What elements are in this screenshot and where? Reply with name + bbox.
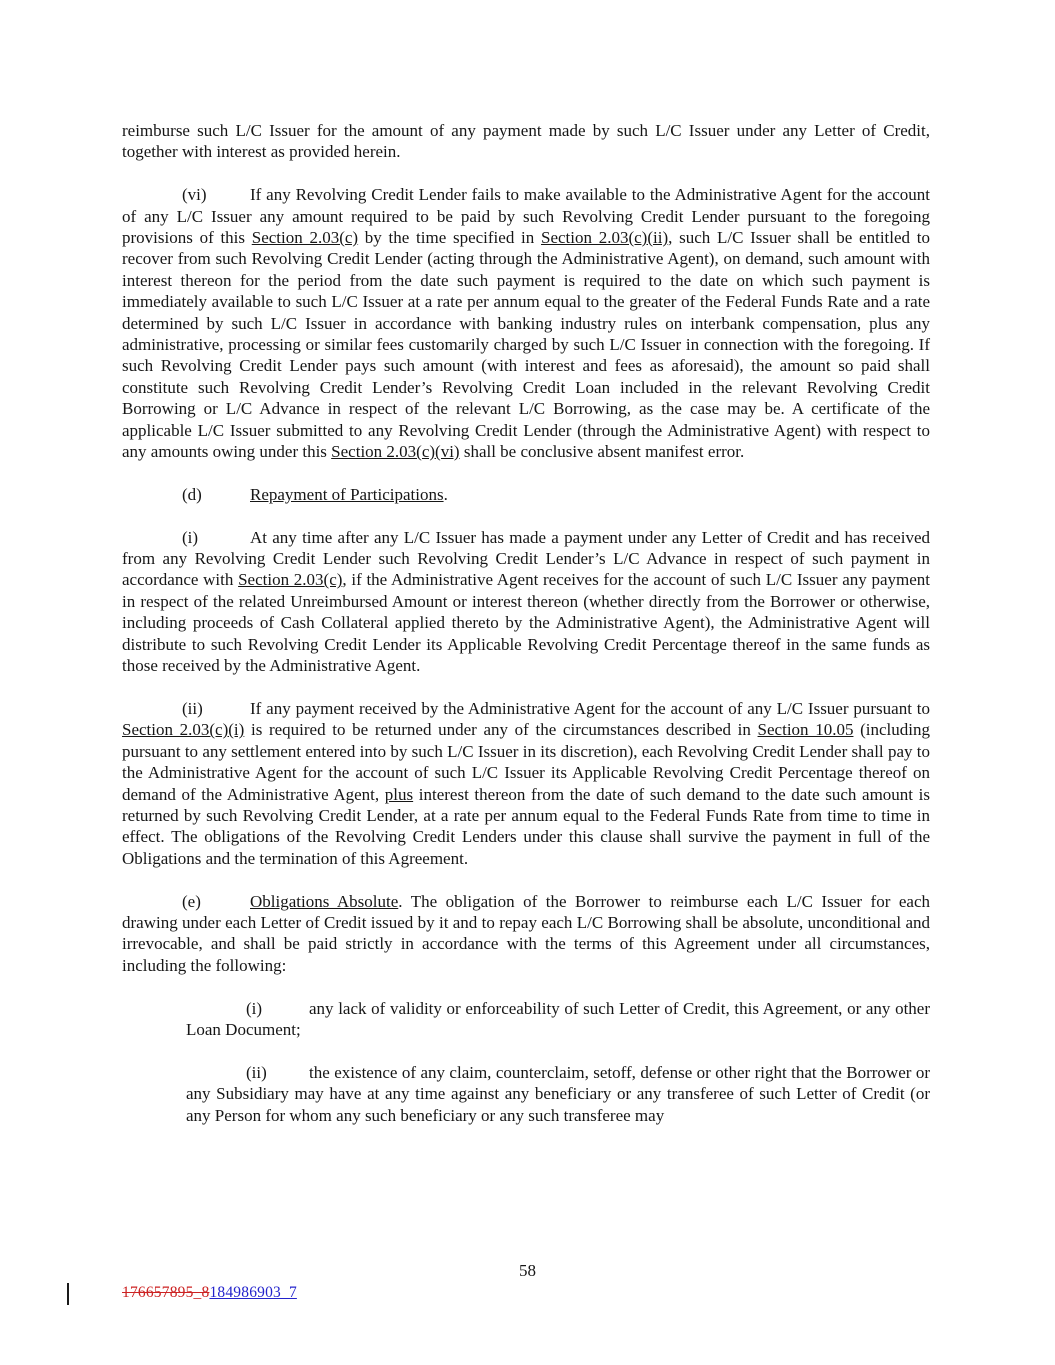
section-reference: Section 10.05 [757, 720, 854, 740]
paragraph-e [122, 891, 930, 977]
text-run: the existence of any claim, counterclaim, setoff, defense or other right that the Borrower or any Subsidiary may have at any time against any beneficiary or any transferee of such Letter of Credit (or any Person for whom any such beneficiary or any such transferee may [186, 1062, 930, 1125]
text-run: . The obligation of the Borrower to reimburse each L/C Issuer for each drawing under each Letter of Credit issued by it and to repay each L/C Borrowing shall be absolute, unconditional and irrevocable, and shall be paid strictly in accordance with the terms of this Agreement under all circumstances, including the following: [122, 891, 930, 975]
text-run: interest thereon from the date of such demand to the date such amount is returned by such Revolving Credit Lender, at a rate per annum equal to the Federal Funds Rate from time to time in effect. The obligations of the Revolving Credit Lenders under this clause shall survive the payment in full of the Obligations and the termination of this Agreement. [122, 784, 930, 868]
text-run: any lack of validity or enforceability of such Letter of Credit, this Agreement, or any other Loan Document; [186, 998, 930, 1039]
paragraph-label: (ii) [246, 1062, 267, 1082]
paragraph-label: (i) [246, 998, 263, 1018]
text-run: If any payment received by the Administrative Agent for the account of any L/C Issuer pursuant to [250, 698, 930, 718]
paragraph-e-ii [186, 1062, 930, 1126]
page-number: 58 [519, 1261, 536, 1280]
heading-text: Obligations Absolute [250, 891, 399, 911]
text-run: If any Revolving Credit Lender fails to make available to the Administrative Agent for the account of any L/C Issuer any amount required to be paid by such Revolving Credit Lender pursuant to the foregoing provisions of this [122, 185, 930, 248]
text-run: , such L/C Issuer shall be entitled to recover from such Revolving Credit Lender (acting through the Administrative Agent), on demand, such amount with interest thereon for the period from the date such payment is required to the date on which such payment is immediately available to such L/C Issuer at a rate per annum equal to the greater of the Federal Funds Rate and a rate determined by such L/C Issuer in accordance with banking industry rules on interbank compensation, plus any administrative, processing or similar fees customarily charged by such L/C Issuer in connection with the foregoing. If such Revolving Credit Lender pays such amount (with interest and fees as aforesaid), the amount so paid shall constitute such Revolving Credit Lender’s Revolving Credit Loan included in the relevant Revolving Credit Borrowing or L/C Advance in respect of the relevant L/C Borrowing, as the case may be. A certificate of the applicable L/C Issuer submitted to any Revolving Credit Lender (through the Administrative Agent) with respect to any amounts owing under this [122, 228, 930, 462]
text-run: by the time specified in [358, 228, 541, 248]
paragraph-d-ii [122, 698, 930, 869]
section-reference: Section 2.03(c)(ii) [541, 228, 669, 248]
document-body [122, 120, 930, 1126]
paragraph-e-i [186, 998, 930, 1041]
section-reference: Section 2.03(c)(vi) [331, 442, 460, 462]
heading-text: Repayment of Participations [250, 484, 444, 504]
paragraph-label: (e) [182, 891, 201, 911]
text-run: reimburse such L/C Issuer for the amount of any payment made by such L/C Issuer under any Letter of Credit, together with interest as provided herein. [122, 121, 930, 162]
footer-doc-ids [122, 1284, 297, 1302]
paragraph-continuation [122, 120, 930, 163]
text-run: (including pursuant to any settlement entered into by such L/C Issuer in its discretion), each Revolving Credit Lender shall pay to the Administrative Agent for the account of such L/C Issuer its Applicable Revolving Credit Percentage thereof on demand of the Administrative Agent, [122, 720, 930, 804]
emphasized-term: plus [384, 784, 414, 804]
section-reference: Section 2.03(c) [251, 228, 359, 248]
section-reference: Section 2.03(c)(i) [122, 720, 245, 740]
text-run: . [443, 484, 448, 504]
text-run: shall be conclusive absent manifest error. [459, 442, 745, 462]
paragraph-label: (vi) [182, 185, 207, 205]
new-doc-id: 184986903_7 [209, 1284, 297, 1301]
paragraph-vi [122, 184, 930, 462]
paragraph-label: (i) [182, 527, 199, 547]
text-run: is required to be returned under any of the circumstances described in [244, 720, 758, 740]
paragraph-label: (d) [182, 484, 202, 504]
paragraph-label: (ii) [182, 698, 203, 718]
text-run: , if the Administrative Agent receives for the account of such L/C Issuer any payment in respect of the related Unreimbursed Amount or interest thereon (whether directly from the Borrower or otherwise, including proceeds of Cash Collateral applied thereto by the Administrative Agent), the Administrative Agent will distribute to such Revolving Credit Lender its Applicable Revolving Credit Percentage thereof in the same funds as those received by the Administrative Agent. [122, 570, 930, 676]
old-doc-id: 176657895_8 [122, 1284, 210, 1301]
paragraph-d-i [122, 527, 930, 677]
section-reference: Section 2.03(c) [238, 570, 343, 590]
paragraph-d-heading [122, 484, 930, 505]
change-bar [67, 1283, 69, 1305]
text-run: At any time after any L/C Issuer has made a payment under any Letter of Credit and has received from any Revolving Credit Lender such Revolving Credit Lender’s L/C Advance in respect of such payment in accordance with [122, 527, 930, 590]
